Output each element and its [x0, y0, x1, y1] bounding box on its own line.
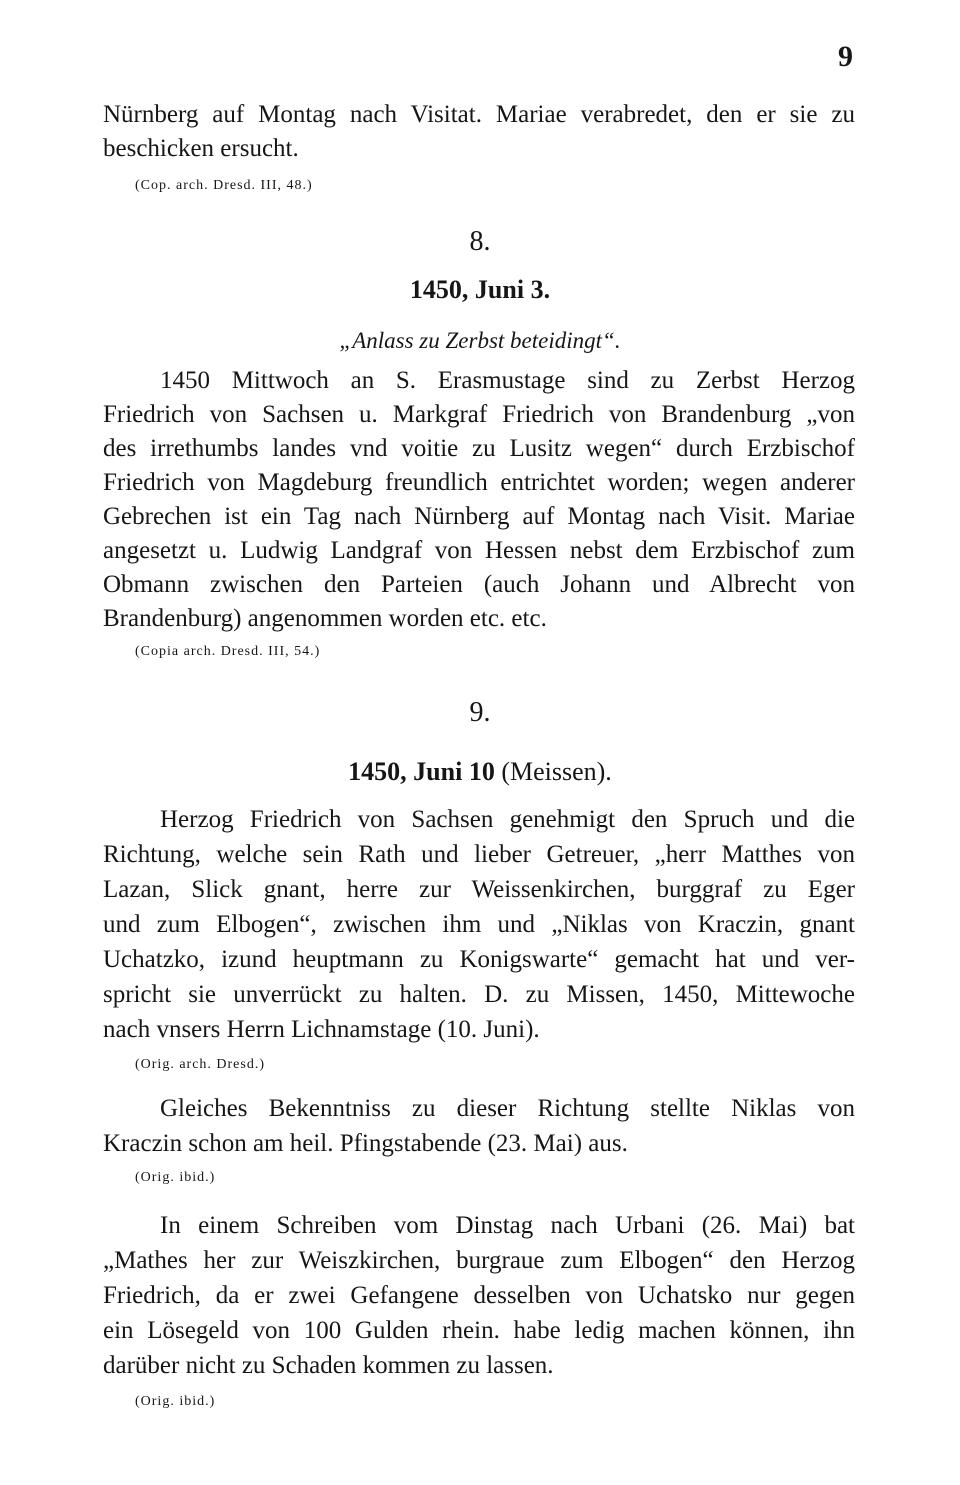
- entry-date-place: (Meissen).: [501, 757, 612, 786]
- text-line: darüber nicht zu Schaden kommen zu lassen.: [103, 1352, 554, 1379]
- text-line: Friedrich von Magdeburg freundlich entrichtet worden; wegen anderer: [103, 469, 855, 496]
- text-line: Kraczin schon am heil. Pfingstabende (23. Mai) aus.: [103, 1130, 628, 1157]
- text-line: nach vnsers Herrn Lichnamstage (10. Juni).: [103, 1016, 540, 1043]
- page-number: 9: [838, 40, 853, 73]
- source-citation: (Orig. ibid.): [135, 1394, 216, 1409]
- text-line: beschicken ersucht.: [103, 135, 299, 162]
- text-line: Nürnberg auf Montag nach Visitat. Mariae verabredet, den er sie zu: [103, 101, 855, 128]
- text-line: ein Lösegeld von 100 Gulden rhein. habe ledig machen können, ihn: [103, 1317, 855, 1344]
- text-line: Uchatzko, izund heuptmann zu Konigswarte“ gemacht hat und ver-: [103, 946, 855, 973]
- source-citation: (Orig. arch. Dresd.): [135, 1057, 266, 1072]
- entry-title: „Anlass zu Zerbst beteidingt“.: [339, 328, 621, 353]
- text-line: Gebrechen ist ein Tag nach Nürnberg auf Montag nach Visit. Mariae: [103, 503, 855, 530]
- entry-date: 1450, Juni 3.: [409, 275, 551, 304]
- entry-date: [0, 757, 960, 787]
- source-citation: (Orig. ibid.): [135, 1170, 216, 1185]
- entry-number: 8.: [469, 226, 491, 257]
- text-line: 1450 Mittwoch an S. Erasmustage sind zu Zerbst Herzog: [160, 367, 855, 394]
- text-line: Brandenburg) angenommen worden etc. etc.: [103, 605, 547, 632]
- entry-number: 9.: [469, 697, 491, 728]
- text-line: Friedrich von Sachsen u. Markgraf Friedrich von Brandenburg „von: [103, 401, 855, 428]
- text-line: Richtung, welche sein Rath und lieber Getreuer, „herr Matthes von: [103, 841, 855, 868]
- source-citation: (Copia arch. Dresd. III, 54.): [135, 644, 321, 659]
- text-line: Lazan, Slick gnant, herre zur Weissenkirchen, burggraf zu Eger: [103, 876, 855, 903]
- text-line: spricht sie unverrückt zu halten. D. zu Missen, 1450, Mittewoche: [103, 981, 855, 1008]
- text-line: In einem Schreiben vom Dinstag nach Urbani (26. Mai) bat: [160, 1212, 855, 1239]
- text-line: Obmann zwischen den Parteien (auch Johann und Albrecht von: [103, 571, 855, 598]
- text-line: und zum Elbogen“, zwischen ihm und „Niklas von Kraczin, gnant: [103, 911, 855, 938]
- text-line: Gleiches Bekenntniss zu dieser Richtung stellte Niklas von: [160, 1095, 855, 1122]
- text-line: Friedrich, da er zwei Gefangene desselben von Uchatsko nur gegen: [103, 1282, 855, 1309]
- text-line: „Mathes her zur Weiszkirchen, burgraue zum Elbogen“ den Herzog: [103, 1247, 855, 1274]
- text-line: angesetzt u. Ludwig Landgraf von Hessen nebst dem Erzbischof zum: [103, 537, 855, 564]
- text-line: Herzog Friedrich von Sachsen genehmigt den Spruch und die: [160, 806, 855, 833]
- source-citation: (Cop. arch. Dresd. III, 48.): [135, 178, 313, 193]
- entry-date-text: 1450, Juni 10: [348, 757, 495, 786]
- text-line: des irrethumbs landes vnd voitie zu Lusitz wegen“ durch Erzbischof: [103, 435, 855, 462]
